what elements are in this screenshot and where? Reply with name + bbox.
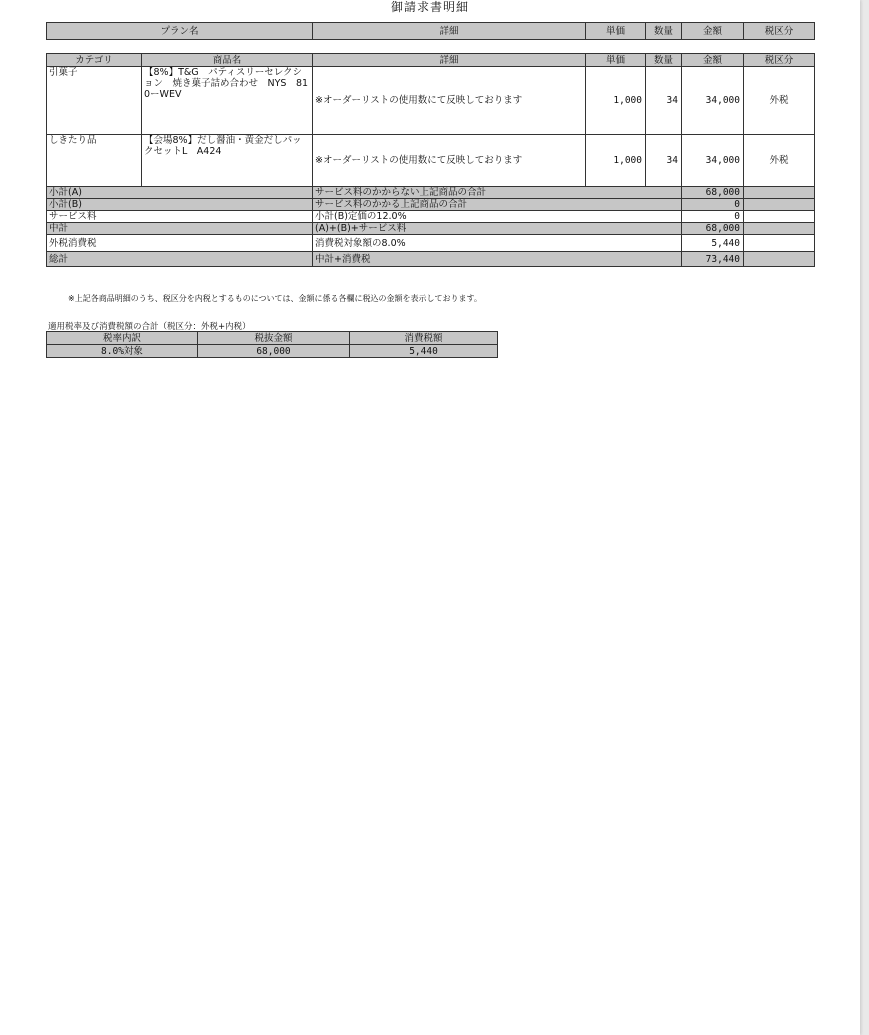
plan-header-amount: 金額 (682, 23, 744, 40)
item-amount: 34,000 (682, 67, 744, 135)
summary-label: サービス料 (47, 211, 313, 223)
item-detail: ※オーダーリストの使用数にて反映しております (313, 135, 586, 187)
summary-description: 消費税対象額の8.0% (313, 235, 682, 252)
item-product-name: 【会場8%】だし醤油・黄金だしパックセットL A424 (142, 135, 313, 187)
summary-amount: 68,000 (682, 223, 744, 235)
summary-amount: 0 (682, 199, 744, 211)
items-header-tax: 税区分 (744, 54, 815, 67)
tax-pretax-amount: 68,000 (198, 345, 350, 358)
summary-amount: 73,440 (682, 252, 744, 267)
plan-header-qty: 数量 (646, 23, 682, 40)
items-header-category: カテゴリ (47, 54, 142, 67)
summary-blank (744, 199, 815, 211)
items-header-detail: 詳細 (313, 54, 586, 67)
item-category: 引菓子 (47, 67, 142, 135)
summary-blank (744, 223, 815, 235)
tax-rate: 8.0%対象 (47, 345, 198, 358)
summary-row-grand-total (47, 252, 815, 267)
summary-label: 外税消費税 (47, 235, 313, 252)
item-amount: 34,000 (682, 135, 744, 187)
summary-row-midtotal (47, 223, 815, 235)
summary-blank (744, 235, 815, 252)
summary-description: サービス料のかからない上記商品の合計 (313, 187, 682, 199)
summary-amount: 0 (682, 211, 744, 223)
items-table (46, 53, 815, 267)
item-unit-price: 1,000 (586, 135, 646, 187)
tax-summary-header (47, 332, 498, 345)
summary-row-subtotal-b (47, 199, 815, 211)
tax-summary-table (46, 331, 498, 358)
items-header-qty: 数量 (646, 54, 682, 67)
summary-blank (744, 252, 815, 267)
item-tax-type: 外税 (744, 135, 815, 187)
summary-description: 中計+消費税 (313, 252, 682, 267)
summary-label: 小計(A) (47, 187, 313, 199)
summary-label: 総計 (47, 252, 313, 267)
item-qty: 34 (646, 135, 682, 187)
plan-table-header (47, 23, 815, 40)
tax-amount: 5,440 (350, 345, 498, 358)
items-table-header (47, 54, 815, 67)
items-header-product: 商品名 (142, 54, 313, 67)
summary-label: 中計 (47, 223, 313, 235)
summary-blank (744, 211, 815, 223)
item-detail: ※オーダーリストの使用数にて反映しております (313, 67, 586, 135)
summary-description: (A)+(B)+サービス料 (313, 223, 682, 235)
summary-row-service-fee (47, 211, 815, 223)
plan-header-detail: 詳細 (313, 23, 586, 40)
item-qty: 34 (646, 67, 682, 135)
summary-label: 小計(B) (47, 199, 313, 211)
table-row (47, 135, 815, 187)
plan-header-unit-price: 単価 (586, 23, 646, 40)
summary-description: サービス料のかかる上記商品の合計 (313, 199, 682, 211)
tax-header-rate: 税率内訳 (47, 332, 198, 345)
plan-table (46, 22, 815, 40)
tax-header-tax: 消費税額 (350, 332, 498, 345)
item-tax-type: 外税 (744, 67, 815, 135)
summary-row-consumption-tax (47, 235, 815, 252)
item-category: しきたり品 (47, 135, 142, 187)
items-header-amount: 金額 (682, 54, 744, 67)
table-row (47, 67, 815, 135)
table-row (47, 345, 498, 358)
item-product-name: 【8%】T&G パティスリーセレクション 焼き菓子詰め合わせ NYS 810ーWEV (142, 67, 313, 135)
items-header-unit-price: 単価 (586, 54, 646, 67)
summary-description: 小計(B)定価の12.0% (313, 211, 682, 223)
summary-amount: 68,000 (682, 187, 744, 199)
tax-summary-title: 適用税率及び消費税額の合計（税区分：外税+内税） (48, 322, 251, 332)
tax-header-pretax: 税抜金額 (198, 332, 350, 345)
plan-header-plan-name: プラン名 (47, 23, 313, 40)
summary-amount: 5,440 (682, 235, 744, 252)
summary-blank (744, 187, 815, 199)
tax-note: ※上記各商品明細のうち、税区分を内税とするものについては、金額に係る各欄に税込の金額を表示しております。 (68, 294, 482, 303)
item-unit-price: 1,000 (586, 67, 646, 135)
document-title: 御請求書明細 (390, 0, 469, 14)
summary-row-subtotal-a (47, 187, 815, 199)
plan-header-tax: 税区分 (744, 23, 815, 40)
